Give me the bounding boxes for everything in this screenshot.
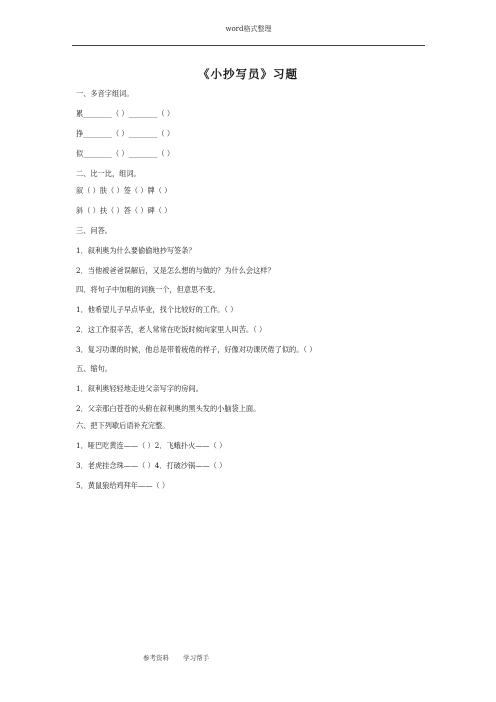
exercise-line: 累________（ ）________（ ）: [76, 109, 175, 118]
exercise-line: 斜（ ）扶（ ）答（ ）碑（ ）: [76, 206, 172, 215]
section-heading-polyphones: 一、多音字组词。: [76, 89, 134, 98]
exercise-line: 2．这工作很辛苦，老人常常在吃饭时候向家里人叫苦。（ ）: [76, 325, 267, 334]
exercise-line: 2．父亲那白苍苍的头俯在叙利奥的黑头发的小脑袋上面。: [76, 404, 261, 413]
document-title: 《小抄写员》习题: [198, 67, 298, 81]
header-divider: [72, 45, 425, 46]
section-heading-questions: 三、问答。: [76, 226, 112, 235]
exercise-line: 5．黄鼠狼给鸡拜年——（ ）: [76, 481, 170, 490]
exercise-line: 1．叙利奥为什么要偷偷地抄写签条？: [76, 246, 196, 255]
section-heading-sayings: 六、把下列歇后语补充完整。: [76, 421, 170, 430]
section-heading-shorten: 五、缩句。: [76, 364, 112, 373]
exercise-line: 似________（ ）________（ ）: [76, 149, 175, 158]
exercise-line: 叙（ ）肤（ ）签（ ）牌（ ）: [76, 186, 172, 195]
section-heading-synonyms: 四、将句子中加粗的词换一个，但意思不变。: [76, 285, 220, 294]
exercise-line: 3．老虎挂念珠——（ ）4．打破沙锅——（ ）: [76, 461, 227, 470]
exercise-line: 挣________（ ）________（ ）: [76, 129, 175, 138]
exercise-line: 1．哑巴吃黄连——（ ）2．飞蛾扑火——（ ）: [76, 441, 227, 450]
page-header: word格式整理: [225, 25, 272, 33]
page-footer: 参考资料 学习帮手: [143, 654, 210, 662]
exercise-line: 3．复习功课的时候，他总是带着疲倦的样子，好像对功课厌倦了似的。（ ）: [76, 345, 317, 354]
section-heading-compare: 二、比一比，组词。: [76, 169, 141, 178]
exercise-line: 1．叙利奥轻轻地走进父亲写字的房间。: [76, 384, 203, 393]
exercise-line: 2．当他被爸爸误解后，又是怎么想的与做的？为什么会这样？: [76, 266, 275, 275]
exercise-line: 1．他希望儿子早点毕业，找个比较好的工作。（ ）: [76, 305, 238, 314]
